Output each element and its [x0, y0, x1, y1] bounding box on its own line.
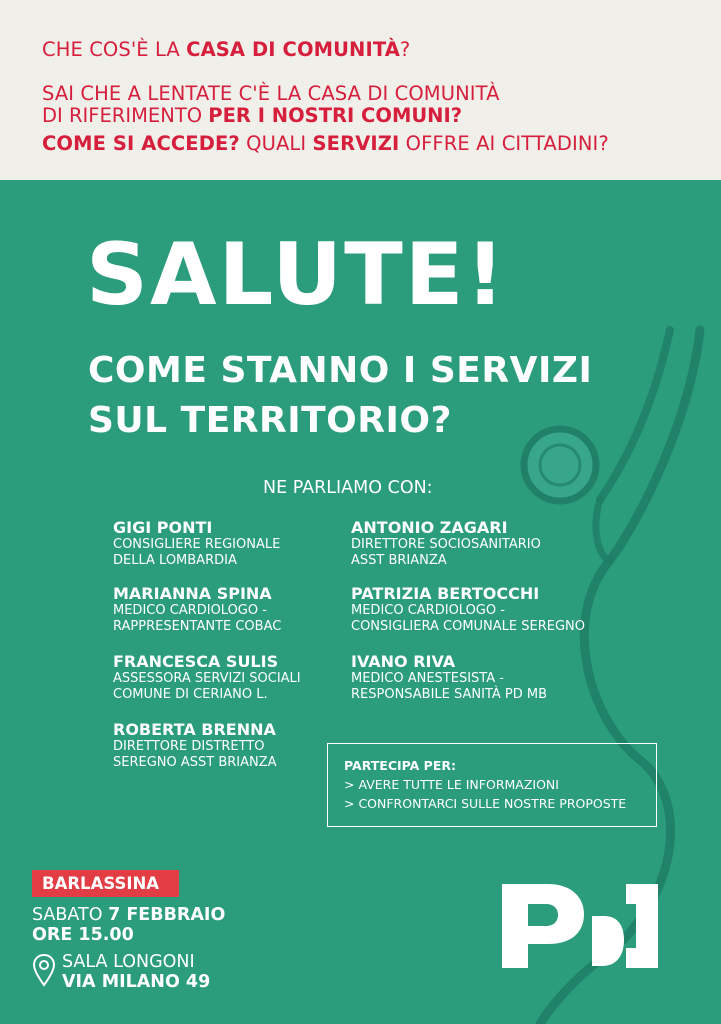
city-badge: [32, 870, 179, 897]
question-3-highlight-2: SERVIZI: [312, 132, 400, 155]
event-weekday: SABATO: [32, 905, 109, 925]
question-2-line-1: SAI CHE A LENTATE C'È LA CASA DI COMUNITÀ: [42, 82, 500, 105]
speaker-name: GIGI PONTI: [113, 518, 213, 537]
question-3-end: OFFRE AI CITTADINI?: [399, 132, 609, 155]
speaker-name: PATRIZIA BERTOCCHI: [351, 584, 540, 603]
event-address: VIA MILANO 49: [62, 972, 211, 992]
city-label: BARLASSINA: [42, 874, 160, 893]
main-title: SALUTE!: [86, 225, 507, 325]
speaker-role: DIRETTORE DISTRETTO: [113, 739, 265, 754]
question-3-highlight-1: COME SI ACCEDE?: [42, 132, 240, 155]
speaker-name: ROBERTA BRENNA: [113, 720, 276, 739]
speaker-role: DIRETTORE SOCIOSANITARIO: [351, 537, 541, 552]
speaker-role: RAPPRESENTANTE COBAC: [113, 619, 282, 634]
speaker-name: IVANO RIVA: [351, 652, 456, 671]
speaker-role: SEREGNO ASST BRIANZA: [113, 755, 277, 770]
speaker-role: ASST BRIANZA: [351, 553, 447, 568]
question-1-text: CHE COS'È LA: [42, 38, 187, 61]
event-venue: SALA LONGONI: [62, 952, 195, 972]
question-2-text: DI RIFERIMENTO: [42, 104, 209, 127]
participate-box: [327, 743, 657, 827]
speaker-role: ASSESSORA SERVIZI SOCIALI: [113, 671, 301, 686]
speaker-role: COMUNE DI CERIANO L.: [113, 687, 268, 702]
speaker-roberta-brenna: [113, 720, 277, 771]
question-1-end: ?: [399, 38, 411, 61]
event-date: [32, 905, 225, 925]
speakers-intro: NE PARLIAMO CON:: [263, 478, 433, 498]
participate-item: > CONFRONTARCI SULLE NOSTRE PROPOSTE: [344, 796, 627, 811]
pd-logo: [500, 880, 660, 970]
speaker-ivano-riva: [351, 652, 547, 703]
speaker-gigi-ponti: [113, 518, 280, 569]
speaker-role: MEDICO CARDIOLOGO -: [351, 603, 505, 618]
speaker-name: MARIANNA SPINA: [113, 584, 272, 603]
speaker-patrizia-bertocchi: [351, 584, 585, 635]
subtitle-line-1: COME STANNO I SERVIZI: [88, 350, 593, 391]
speaker-role: MEDICO CARDIOLOGO -: [113, 603, 267, 618]
subtitle-line-2: SUL TERRITORIO?: [88, 400, 452, 441]
question-2-highlight: PER I NOSTRI COMUNI?: [208, 104, 463, 127]
speaker-role: MEDICO ANESTESISTA -: [351, 671, 504, 686]
speaker-role: DELLA LOMBARDIA: [113, 553, 237, 568]
speaker-name: FRANCESCA SULIS: [113, 652, 279, 671]
question-3-text: QUALI: [239, 132, 313, 155]
event-time: ORE 15.00: [32, 925, 134, 945]
speaker-name: ANTONIO ZAGARI: [351, 518, 508, 537]
speaker-role: CONSIGLIERE REGIONALE: [113, 537, 281, 552]
participate-heading: PARTECIPA PER:: [344, 758, 457, 773]
speaker-marianna-spina: [113, 584, 281, 635]
event-day: 7 FEBBRAIO: [108, 905, 226, 925]
speaker-antonio-zagari: [351, 518, 541, 569]
location-pin-icon: [32, 953, 56, 987]
speaker-role: CONSIGLIERA COMUNALE SEREGNO: [351, 619, 586, 634]
speaker-francesca-sulis: [113, 652, 301, 703]
question-1-highlight: CASA DI COMUNITÀ: [186, 38, 400, 61]
speaker-role: RESPONSABILE SANITÀ PD MB: [351, 687, 548, 702]
participate-item: > AVERE TUTTE LE INFORMAZIONI: [344, 777, 559, 792]
